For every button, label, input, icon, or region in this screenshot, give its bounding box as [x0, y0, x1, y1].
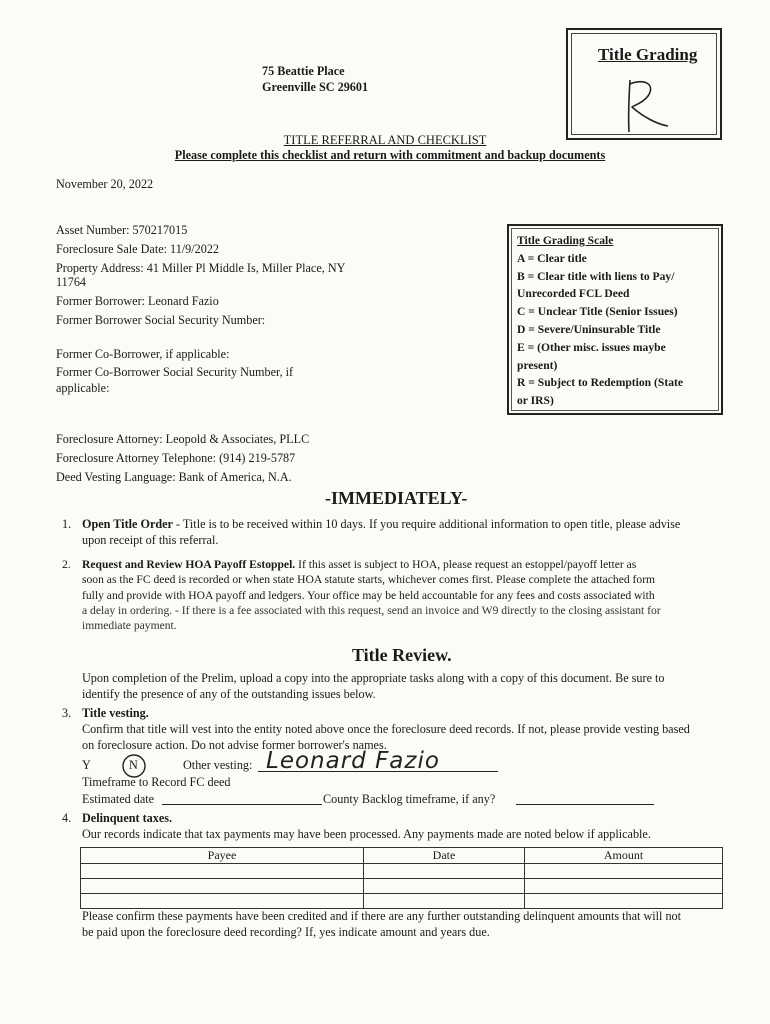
item-4-title: Delinquent taxes. — [82, 811, 173, 825]
table-cell[interactable] — [364, 879, 525, 894]
document-subtitle: Please complete this checklist and return with commitment and backup documents — [174, 148, 606, 162]
co-borrower-details — [56, 346, 293, 396]
handwritten-grade-r — [608, 74, 678, 136]
title-grading-label: Title Grading — [598, 45, 698, 64]
county-backlog-label: County Backlog timeframe, if any? — [323, 792, 496, 806]
address-line-1: 75 Beattie Place — [262, 64, 345, 78]
item-3-text-cont: on foreclosure action. Do not advise former borrower's names. — [82, 738, 387, 752]
table-cell[interactable] — [525, 894, 723, 909]
co-borrower-ssn-cont: applicable: — [56, 381, 110, 395]
table-cell[interactable] — [525, 864, 723, 879]
item-2-text-line3: fully and provide with HOA payoff and ledgers. Your office may be held accountable for any fees and costs associated with — [82, 588, 655, 602]
intro-line-2: identify the presence of any of the outstanding issues below. — [82, 687, 376, 701]
item-2-text-line2: soon as the FC deed is recorded or when state HOA statute starts, whichever comes first. Please complete the attached form — [82, 573, 656, 587]
item-1-text-cont: upon receipt of this referral. — [82, 533, 219, 547]
table-row — [81, 864, 723, 879]
title-review-heading: Title Review. — [352, 645, 452, 665]
tax-payments-table — [80, 847, 723, 909]
item-open-title-order — [62, 516, 732, 548]
foreclosure-sale-date: Foreclosure Sale Date: 11/9/2022 — [56, 241, 220, 256]
former-borrower-ssn: Former Borrower Social Security Number: — [56, 312, 266, 327]
scale-a: A = Clear title — [517, 251, 587, 265]
handwritten-vesting-name: Leonard Fazio — [266, 748, 440, 774]
estimated-date-field[interactable] — [162, 804, 322, 805]
title-grading-scale — [507, 224, 723, 415]
table-cell[interactable] — [364, 894, 525, 909]
item-hoa-estoppel — [62, 557, 742, 633]
asset-number: Asset Number: 570217015 — [56, 223, 188, 237]
table-header-row — [81, 848, 723, 864]
table-cell[interactable] — [364, 864, 525, 879]
document-date: November 20, 2022 — [56, 177, 154, 191]
column-header-date: Date — [364, 848, 525, 864]
scale-b-cont: Unrecorded FCL Deed — [517, 287, 630, 301]
scale-title: Title Grading Scale — [517, 234, 614, 247]
item-3-number: 3. — [62, 706, 72, 720]
property-address: Property Address: 41 Miller Pl Middle Is, Miller Place, NY — [56, 261, 346, 275]
column-header-payee: Payee — [81, 848, 364, 864]
table-cell[interactable] — [81, 864, 364, 879]
table-cell[interactable] — [81, 879, 364, 894]
property-address-zip: 11764 — [56, 275, 87, 289]
scale-e: E = (Other misc. issues maybe — [517, 340, 666, 354]
item-1-title: Open Title Order — [82, 517, 173, 531]
former-borrower: Former Borrower: Leonard Fazio — [56, 294, 219, 308]
document-title: TITLE REFERRAL AND CHECKLIST — [283, 133, 487, 147]
item-2-number: 2. — [62, 558, 71, 571]
other-vesting-label: Other vesting: — [183, 758, 253, 772]
item-delinquent-taxes — [62, 810, 742, 842]
item-1-text: - Title is to be received within 10 days. If you require additional information to open title, please advise — [172, 517, 681, 531]
scale-c: C = Unclear Title (Senior Issues) — [517, 305, 678, 319]
title-review-intro — [82, 670, 665, 702]
confirm-line-1: Please confirm these payments have been credited and if there are any further outstanding delinquent amounts that will not — [82, 909, 682, 923]
scale-e-cont: present) — [517, 358, 558, 372]
item-2-text-line4: a delay in ordering. - If there is a fee associated with this request, send an invoice and W9 directly to the closing assistant for — [82, 603, 661, 617]
estimated-date-label: Estimated date — [82, 792, 155, 806]
scale-b: B = Clear title with liens to Pay/ — [517, 269, 675, 283]
table-row — [81, 894, 723, 909]
company-address — [262, 63, 368, 95]
item-1-number: 1. — [62, 517, 72, 531]
item-2-text-line5: immediate payment. — [82, 619, 177, 633]
scale-r: R = Subject to Redemption (State — [517, 376, 684, 390]
item-3-text: Confirm that title will vest into the entity noted above once the foreclosure deed records. If not, please provide vesting based — [82, 722, 690, 736]
item-2-text: If this asset is subject to HOA, please request an estoppel/payoff letter as — [295, 558, 637, 571]
attorney-telephone: Foreclosure Attorney Telephone: (914) 219-5787 — [56, 451, 296, 465]
item-4-text: Our records indicate that tax payments may have been processed. Any payments made are noted below if applicable. — [82, 827, 651, 841]
co-borrower: Former Co-Borrower, if applicable: — [56, 347, 230, 361]
scale-r-cont: or IRS) — [517, 394, 554, 408]
confirm-payments-text — [82, 908, 681, 940]
item-title-vesting — [62, 705, 742, 753]
attorney-details — [56, 430, 309, 487]
item-4-number: 4. — [62, 811, 72, 825]
vesting-yes-option[interactable]: Y — [82, 758, 91, 772]
county-backlog-field[interactable] — [516, 804, 654, 805]
immediately-heading: -IMMEDIATELY- — [325, 488, 468, 508]
confirm-line-2: be paid upon the foreclosure deed recording? If, yes indicate amount and years due. — [82, 925, 490, 939]
scale-d: D = Severe/Uninsurable Title — [517, 322, 661, 336]
item-2-title: Request and Review HOA Payoff Estoppel. — [82, 558, 296, 571]
foreclosure-attorney: Foreclosure Attorney: Leopold & Associates, PLLC — [56, 432, 310, 446]
table-cell[interactable] — [525, 879, 723, 894]
deed-vesting-language: Deed Vesting Language: Bank of America, N.A. — [56, 470, 292, 484]
co-borrower-ssn: Former Co-Borrower Social Security Number, if — [56, 365, 294, 379]
asset-details — [56, 221, 386, 329]
address-line-2: Greenville SC 29601 — [262, 80, 369, 94]
title-grading-box — [566, 28, 722, 140]
table-row — [81, 879, 723, 894]
timeframe-label: Timeframe to Record FC deed — [82, 775, 231, 789]
column-header-amount: Amount — [525, 848, 723, 864]
table-cell[interactable] — [81, 894, 364, 909]
item-3-title: Title vesting. — [82, 706, 149, 720]
vesting-no-label: N — [129, 758, 138, 772]
intro-line-1: Upon completion of the Prelim, upload a copy into the appropriate tasks along with a copy of this document. Be sure to — [82, 671, 665, 685]
